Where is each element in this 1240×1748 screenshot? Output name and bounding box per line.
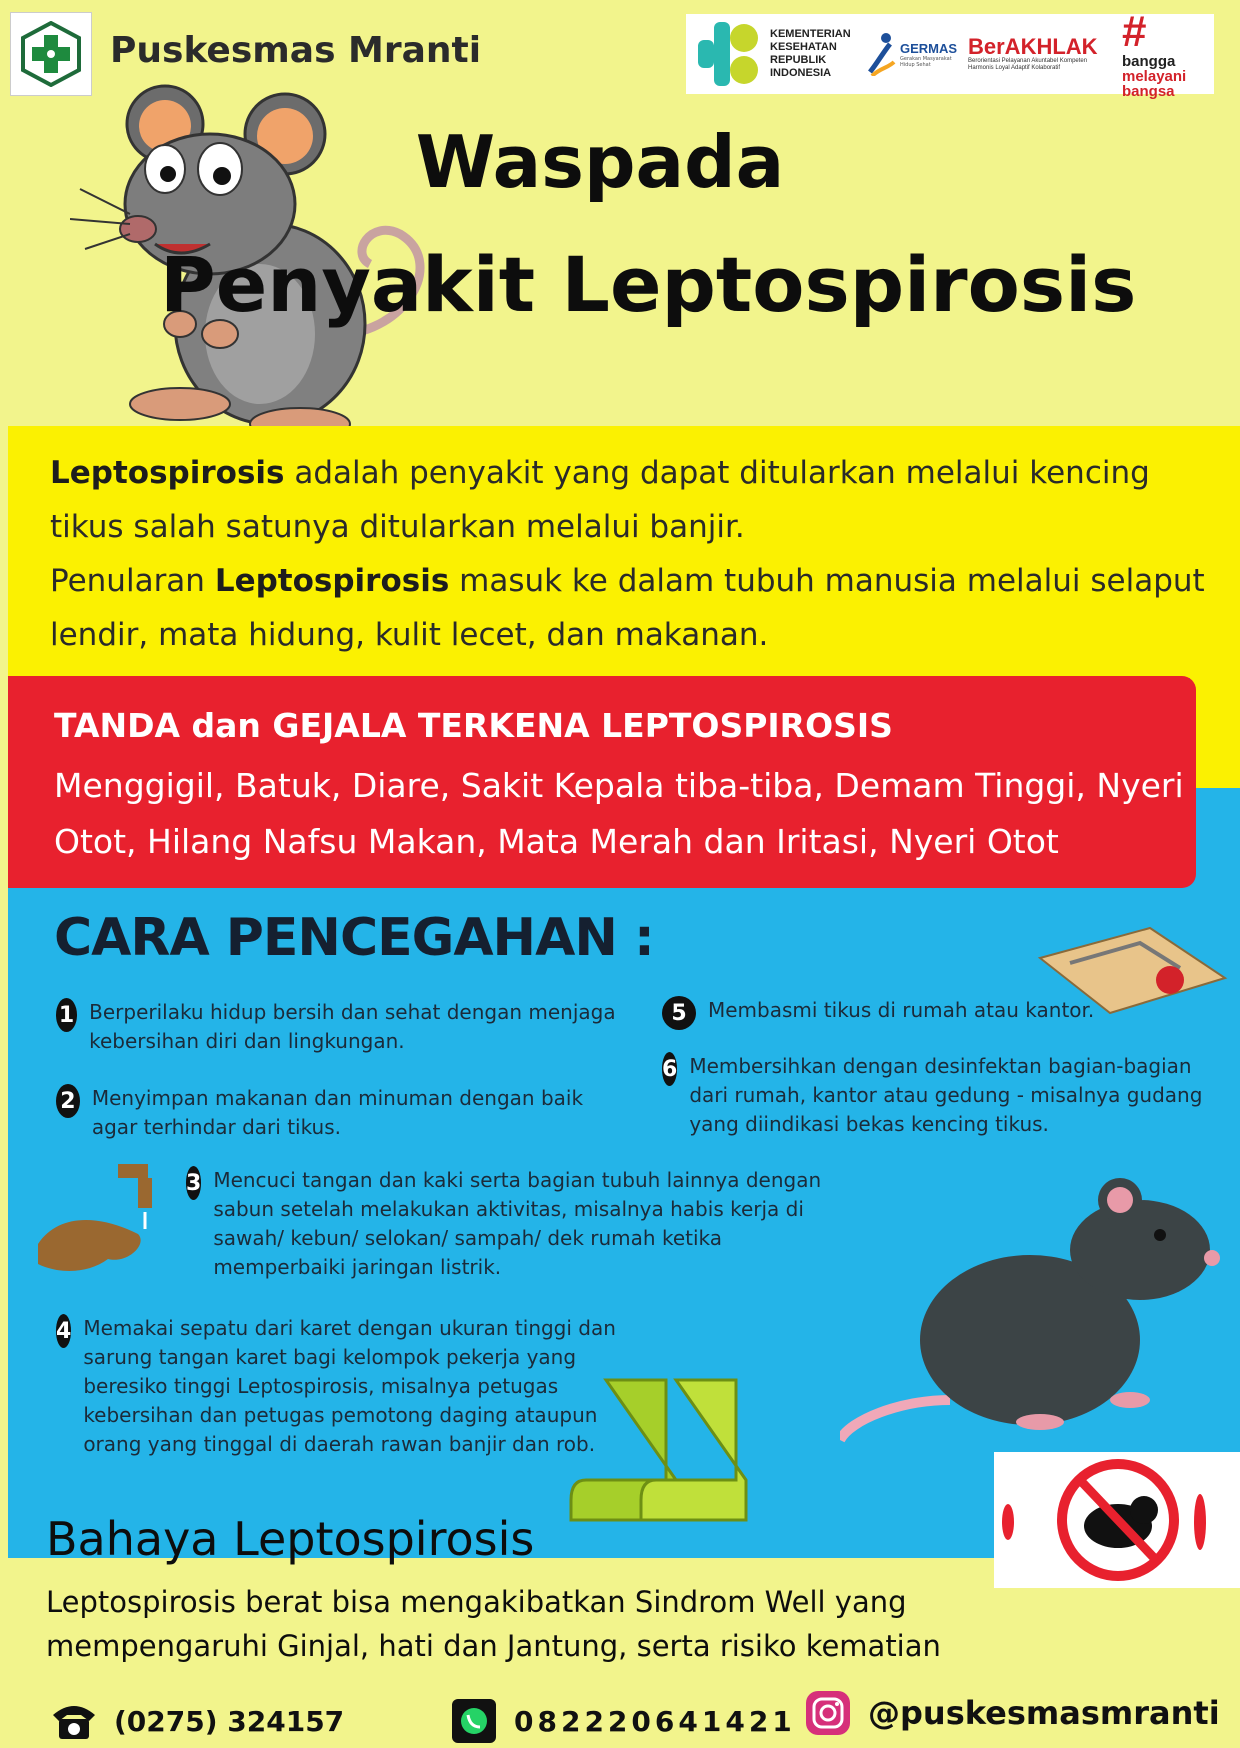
step-number: 3 <box>186 1166 201 1200</box>
instagram-contact <box>802 1690 1220 1736</box>
step-text: Mencuci tangan dan kaki serta bagian tubuh lainnya dengan sabun setelah melakukan aktivitas, misalnya habis kerja di sawah/ kebun/ selokan/ sampah/ dek rumah ketika memperbaiki jaringan listrik. <box>213 1168 822 1279</box>
hashtag-icon: # <box>1122 6 1147 56</box>
whatsapp-number[interactable]: 082220641421 <box>514 1704 796 1738</box>
rubber-boots-icon <box>566 1370 786 1530</box>
danger-text: Leptospirosis berat bisa mengakibatkan Sindrom Well yang mempengaruhi Ginjal, hati dan Jantung, serta risiko kematian <box>46 1585 941 1663</box>
clinic-name: Puskesmas Mranti <box>110 30 482 71</box>
step-text: Menyimpan makanan dan minuman dengan baik agar terhindar dari tikus. <box>91 1086 584 1139</box>
intro-paragraph <box>50 446 1210 662</box>
bangga-melayani-logo <box>1122 6 1187 100</box>
intro-term: Leptospirosis <box>50 455 285 491</box>
bangga-text: bangga <box>1122 52 1176 70</box>
kemenkes-logo-icon <box>694 18 762 90</box>
intro-text-2-pre: Penularan <box>50 563 215 599</box>
step-2 <box>56 1084 616 1142</box>
no-rats-sign <box>994 1452 1240 1588</box>
berakhlak-logo <box>968 36 1114 72</box>
title-line-1: Waspada <box>415 120 785 204</box>
step-5 <box>662 996 1222 1030</box>
instagram-icon <box>802 1690 854 1736</box>
intro-term-2: Leptospirosis <box>214 563 450 599</box>
step-6 <box>662 1052 1232 1139</box>
germas-logo <box>868 32 960 76</box>
step-number: 4 <box>56 1314 71 1348</box>
danger-title: Bahaya Leptospirosis <box>46 1512 535 1566</box>
telephone-icon <box>48 1698 100 1744</box>
partner-logos <box>686 6 1214 100</box>
step-number: 5 <box>662 996 696 1030</box>
step-text: Membersihkan dengan desinfektan bagian-bagian dari rumah, kantor atau gedung - misalnya gudang yang diindikasi bekas kencing tikus. <box>689 1054 1203 1136</box>
phone-contact <box>48 1698 344 1744</box>
step-1 <box>56 998 616 1056</box>
symptoms-title: TANDA dan GEJALA TERKENA LEPTOSPIROSIS <box>54 706 893 745</box>
whatsapp-icon <box>448 1698 500 1744</box>
no-rat-icon <box>994 1452 1240 1588</box>
instagram-handle[interactable]: @puskesmasmranti <box>868 1694 1220 1732</box>
handwash-icon <box>28 1154 178 1284</box>
germas-subtext: Gerakan Masyarakat Hidup Sehat <box>900 55 952 68</box>
title-line-2: Penyakit Leptospirosis <box>160 240 1137 329</box>
whatsapp-contact <box>448 1698 796 1744</box>
puskesmas-cross-icon <box>19 21 83 87</box>
intro-text-2-post: masuk ke dalam tubuh manusia melalui selaput lendir, mata hidung, kulit lecet, dan makanan. <box>50 563 1205 653</box>
bangsa-text: bangsa <box>1122 82 1175 100</box>
symptoms-text: Menggigil, Batuk, Diare, Sakit Kepala tiba-tiba, Demam Tinggi, Nyeri Otot, Hilang Nafsu Makan, Mata Merah dan Iritasi, Nyeri Otot <box>54 766 1184 861</box>
step-text: Berperilaku hidup bersih dan sehat dengan menjaga kebersihan diri dan lingkungan. <box>89 1000 616 1053</box>
step-text: Membasmi tikus di rumah atau kantor. <box>708 998 1095 1022</box>
step-number: 1 <box>56 998 77 1032</box>
step-3 <box>186 1166 826 1282</box>
intro-text-1: adalah penyakit yang dapat ditularkan melalui kencing tikus salah satunya ditularkan melalui banjir. <box>50 455 1150 545</box>
step-4 <box>56 1314 636 1459</box>
germas-figure-icon <box>868 32 896 76</box>
step-number: 6 <box>662 1052 677 1086</box>
rat-illustration <box>840 1170 1240 1460</box>
kemenkes-text: KEMENTERIAN KESEHATAN REPUBLIK INDONESIA <box>770 28 851 79</box>
berakhlak-text: BerAKHLAK <box>968 34 1098 59</box>
yellow-accent <box>1190 678 1240 788</box>
step-number: 2 <box>56 1084 80 1118</box>
prevention-title: CARA PENCEGAHAN : <box>54 908 654 968</box>
germas-text: GERMAS <box>900 40 958 56</box>
step-text: Memakai sepatu dari karet dengan ukuran tinggi dan sarung tangan karet bagi kelompok pekerja yang beresiko tinggi Leptospirosis, misalnya petugas kebersihan dan petugas pemotong daging ataupun orang yang tinggal di daerah rawan banjir dan rob. <box>83 1316 616 1456</box>
berakhlak-subtext: Berorientasi Pelayanan Akuntabel Kompeten Harmonis Loyal Adaptif Kolaboratif <box>968 58 1088 71</box>
phone-number[interactable]: (0275) 324157 <box>114 1704 345 1738</box>
melayani-text: melayani <box>1122 67 1187 85</box>
